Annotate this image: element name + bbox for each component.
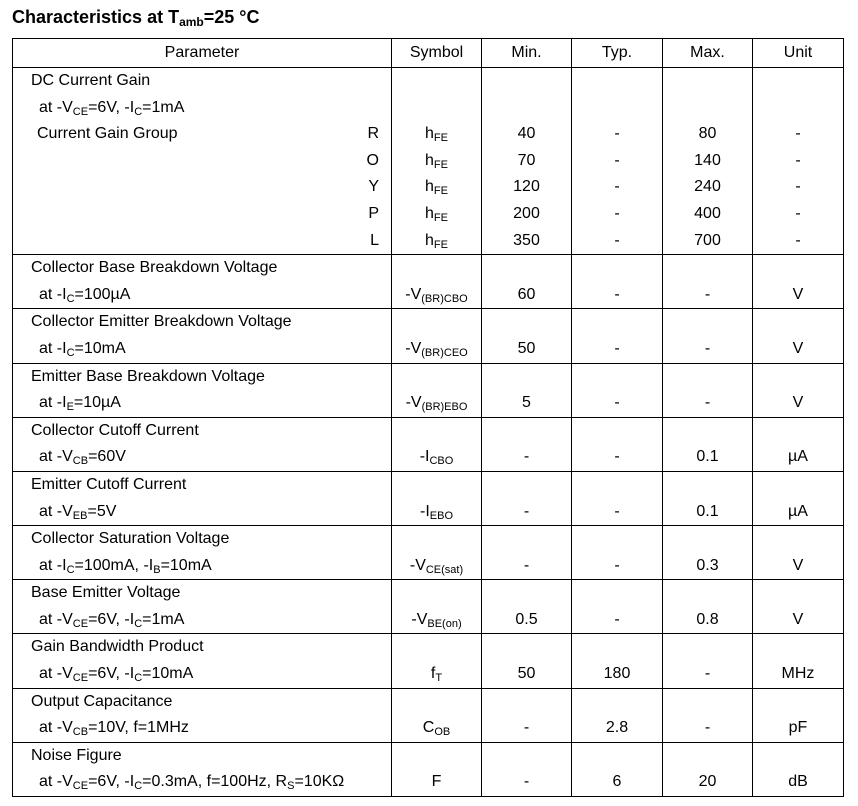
parameter-name: Gain Bandwidth Product [31, 638, 204, 656]
unit-value: V [792, 610, 804, 628]
unit-value: pF [788, 719, 808, 737]
symbol-text: h [425, 125, 434, 143]
max-cell [663, 309, 753, 363]
symbol-text: -V [405, 394, 422, 412]
parameter-cell [13, 363, 392, 417]
min-value: - [523, 448, 530, 466]
table-header-row [13, 39, 844, 68]
typ-cell [572, 68, 663, 255]
gain-group-line [13, 174, 391, 201]
test-condition: at $-V_{CB}=60V$ [39, 448, 126, 468]
parameter-cell [13, 255, 392, 309]
symbol-cell [392, 417, 482, 471]
table-row [13, 417, 844, 471]
max-value: 0.1 [696, 502, 719, 520]
typ-value: - [614, 556, 620, 574]
min-cell [482, 417, 572, 471]
min-value: - [523, 719, 530, 737]
header-symbol: Symbol [392, 39, 482, 68]
parameter-name: Collector Emitter Breakdown Voltage [31, 313, 292, 331]
gain-unit-value: - [795, 178, 801, 196]
min-value: - [523, 773, 530, 791]
gain-group-letter: Y [368, 178, 379, 196]
gain-max-value: 400 [694, 204, 721, 222]
gain-group-letter: L [370, 231, 379, 249]
unit-value: dB [788, 773, 808, 791]
gain-unit-value: - [795, 204, 801, 222]
symbol-cell [392, 255, 482, 309]
min-cell [482, 68, 572, 255]
symbol-cell [392, 688, 482, 742]
parameter-name: Collector Saturation Voltage [31, 530, 230, 548]
gain-unit-value: - [795, 231, 801, 249]
symbol-subscript: FE [433, 132, 448, 145]
symbol-cell [392, 68, 482, 255]
unit-value: V [792, 394, 804, 412]
symbol-subscript: FE [433, 185, 448, 198]
gain-typ-value: - [614, 125, 620, 143]
header-min: Min. [482, 39, 572, 68]
symbol-text: h [425, 151, 434, 169]
gain-group-line [13, 201, 391, 228]
parameter-cell [13, 309, 392, 363]
unit-cell [753, 634, 844, 688]
symbol-subscript: BE(on) [427, 617, 462, 630]
min-cell [482, 526, 572, 580]
parameter-cell [13, 742, 392, 796]
unit-value: V [792, 285, 804, 303]
symbol-text: -V [405, 285, 422, 303]
gain-symbol [392, 228, 481, 255]
characteristics-table [12, 38, 844, 797]
symbol-text: C [422, 719, 435, 737]
gain-symbol [392, 121, 481, 148]
parameter-name: Collector Cutoff Current [31, 421, 199, 439]
typ-value: - [614, 610, 620, 628]
max-value: 20 [698, 773, 717, 791]
symbol-cell [392, 580, 482, 634]
gain-min-value: 350 [513, 231, 540, 249]
min-cell [482, 309, 572, 363]
gain-min-value: 200 [513, 204, 540, 222]
unit-value: MHz [781, 665, 815, 683]
parameter-cell [13, 688, 392, 742]
gain-min-value: 40 [517, 125, 536, 143]
gain-group-line [13, 148, 391, 175]
max-value: 0.8 [696, 610, 719, 628]
test-condition: at $-V_{CE}=6V$, $-I_C=1mA$ [39, 98, 185, 118]
gain-symbol [392, 201, 481, 228]
table-row [13, 526, 844, 580]
test-condition: at $-V_{EB}=5V$ [39, 502, 117, 522]
test-condition: at $-V_{CE}=6V$, $-I_C=1mA$ [39, 610, 185, 630]
gain-typ-value: - [614, 178, 620, 196]
unit-value: µA [788, 502, 808, 520]
symbol-text: F [431, 773, 442, 791]
min-cell [482, 471, 572, 525]
gain-min-value: 120 [513, 178, 540, 196]
gain-max-value: 80 [698, 125, 717, 143]
header-unit: Unit [753, 39, 844, 68]
parameter-name: DC Current Gain [31, 72, 151, 89]
max-cell [663, 68, 753, 255]
symbol-cell [392, 363, 482, 417]
table-row-dc-current-gain [13, 68, 844, 255]
typ-cell [572, 255, 663, 309]
parameter-name: Emitter Cutoff Current [31, 475, 187, 493]
typ-cell [572, 580, 663, 634]
symbol-subscript: (BR)CEO [421, 346, 468, 359]
test-condition: at $-I_C=100\mu A$ [39, 285, 131, 305]
table-row [13, 363, 844, 417]
symbol-subscript: CBO [429, 455, 454, 468]
gain-unit-value: - [795, 151, 801, 169]
max-cell [663, 742, 753, 796]
min-cell [482, 742, 572, 796]
symbol-cell [392, 471, 482, 525]
max-cell [663, 688, 753, 742]
min-value: - [523, 556, 530, 574]
unit-cell [753, 417, 844, 471]
unit-cell [753, 742, 844, 796]
max-value: 0.3 [696, 556, 719, 574]
symbol-subscript: FE [433, 158, 448, 171]
unit-cell [753, 68, 844, 255]
unit-cell [753, 688, 844, 742]
symbol-text: -V [409, 556, 426, 574]
symbol-subscript: (BR)CBO [421, 292, 468, 305]
unit-cell [753, 309, 844, 363]
symbol-subscript: FE [433, 211, 448, 224]
table-row [13, 309, 844, 363]
header-typ: Typ. [572, 39, 663, 68]
test-condition: at $-V_{CE}=6V$, $-I_C=10mA$ [39, 665, 194, 685]
parameter-name: Noise Figure [31, 746, 122, 764]
symbol [392, 661, 481, 688]
max-value: - [704, 719, 711, 737]
min-value: 50 [517, 665, 536, 683]
symbol-text: h [425, 231, 434, 249]
test-condition: at $-V_{CE}=6V$, $-I_C=0.3mA$, f=100Hz, $R_S=10K\Omega$ [39, 773, 345, 793]
max-cell [663, 634, 753, 688]
symbol [392, 499, 481, 526]
header-max: Max. [663, 39, 753, 68]
max-cell [663, 417, 753, 471]
parameter-cell [13, 634, 392, 688]
gain-group-label: Current Gain Group [37, 125, 178, 143]
parameter-name: Base Emitter Voltage [31, 584, 181, 602]
symbol [392, 715, 481, 742]
typ-value: 180 [603, 665, 631, 683]
gain-max-value: 700 [694, 231, 721, 249]
symbol-text: f [430, 665, 436, 683]
max-cell [663, 580, 753, 634]
symbol [392, 607, 481, 634]
gain-group-line [13, 121, 391, 148]
symbol-subscript: (BR)EBO [421, 401, 468, 414]
parameter-cell [13, 526, 392, 580]
gain-group-letter: P [368, 204, 379, 222]
typ-value: 2.8 [605, 719, 629, 737]
table-row [13, 742, 844, 796]
table-row [13, 688, 844, 742]
gain-group-letter: O [366, 151, 379, 169]
typ-cell [572, 742, 663, 796]
parameter-cell [13, 68, 392, 255]
test-condition: at $-I_E=10\mu A$ [39, 394, 121, 414]
unit-cell [753, 526, 844, 580]
min-cell [482, 688, 572, 742]
parameter-cell [13, 580, 392, 634]
typ-value: - [614, 285, 620, 303]
typ-cell [572, 526, 663, 580]
min-value: 60 [517, 285, 536, 303]
section-title: Characteristics at $T_{amb}=25$ °C [12, 7, 260, 29]
table-row [13, 634, 844, 688]
min-cell [482, 255, 572, 309]
max-cell [663, 471, 753, 525]
unit-value: µA [788, 448, 808, 466]
typ-cell [572, 417, 663, 471]
symbol-subscript: EBO [429, 509, 453, 522]
max-value: - [704, 394, 711, 412]
min-value: 50 [517, 339, 536, 357]
typ-value: 6 [612, 773, 622, 791]
parameter-cell [13, 471, 392, 525]
gain-unit-value: - [795, 125, 801, 143]
symbol [392, 336, 481, 363]
symbol-text: -V [405, 339, 422, 357]
min-cell [482, 634, 572, 688]
symbol-subscript: CE(sat) [425, 563, 464, 576]
test-condition: at $-I_C=100mA$, $-I_B=10mA$ [39, 556, 212, 576]
gain-max-value: 140 [694, 151, 721, 169]
parameter-name: Emitter Base Breakdown Voltage [31, 367, 265, 385]
min-value: 0.5 [515, 610, 538, 628]
unit-value: V [792, 556, 804, 574]
max-cell [663, 526, 753, 580]
symbol-subscript: T [435, 672, 443, 685]
max-value: 0.1 [696, 448, 719, 466]
gain-max-value: 240 [694, 178, 721, 196]
parameter-name: Output Capacitance [31, 692, 173, 710]
gain-symbol [392, 148, 481, 175]
min-cell [482, 363, 572, 417]
gain-typ-value: - [614, 231, 620, 249]
typ-cell [572, 471, 663, 525]
symbol [392, 444, 481, 471]
unit-cell [753, 580, 844, 634]
unit-cell [753, 255, 844, 309]
typ-value: - [614, 448, 620, 466]
parameter-cell [13, 417, 392, 471]
min-value: - [523, 502, 530, 520]
test-condition: at $-V_{CB}=10V$, f=1MHz [39, 719, 189, 739]
typ-value: - [614, 339, 620, 357]
parameter-name: Collector Base Breakdown Voltage [31, 259, 278, 277]
symbol-cell [392, 634, 482, 688]
symbol-cell [392, 526, 482, 580]
symbol-text: h [425, 178, 434, 196]
table-row [13, 255, 844, 309]
typ-value: - [614, 394, 620, 412]
typ-cell [572, 688, 663, 742]
table-row [13, 471, 844, 525]
symbol-text: -I [419, 448, 430, 466]
typ-cell [572, 363, 663, 417]
max-value: - [704, 339, 711, 357]
max-cell [663, 255, 753, 309]
gain-group-line [13, 228, 391, 255]
min-cell [482, 580, 572, 634]
symbol-subscript: FE [433, 238, 448, 251]
symbol-text: h [425, 204, 434, 222]
gain-symbol [392, 174, 481, 201]
gain-min-value: 70 [517, 151, 536, 169]
symbol-cell [392, 309, 482, 363]
gain-typ-value: - [614, 151, 620, 169]
symbol [392, 390, 481, 417]
typ-cell [572, 309, 663, 363]
gain-typ-value: - [614, 204, 620, 222]
gain-group-letter: R [367, 125, 379, 143]
max-value: - [704, 665, 711, 683]
min-value: 5 [522, 394, 531, 412]
symbol-subscript: OB [434, 726, 451, 739]
header-parameter: Parameter [13, 39, 392, 68]
symbol [392, 769, 481, 796]
unit-cell [753, 363, 844, 417]
max-value: - [704, 285, 711, 303]
unit-cell [753, 471, 844, 525]
symbol [392, 282, 481, 309]
symbol [392, 553, 481, 580]
symbol-text: -I [419, 502, 430, 520]
max-cell [663, 363, 753, 417]
test-condition: at $-I_C=10mA$ [39, 339, 126, 359]
table-row [13, 580, 844, 634]
typ-value: - [614, 502, 620, 520]
symbol-text: -V [411, 610, 428, 628]
symbol-cell [392, 742, 482, 796]
typ-cell [572, 634, 663, 688]
unit-value: V [792, 339, 804, 357]
